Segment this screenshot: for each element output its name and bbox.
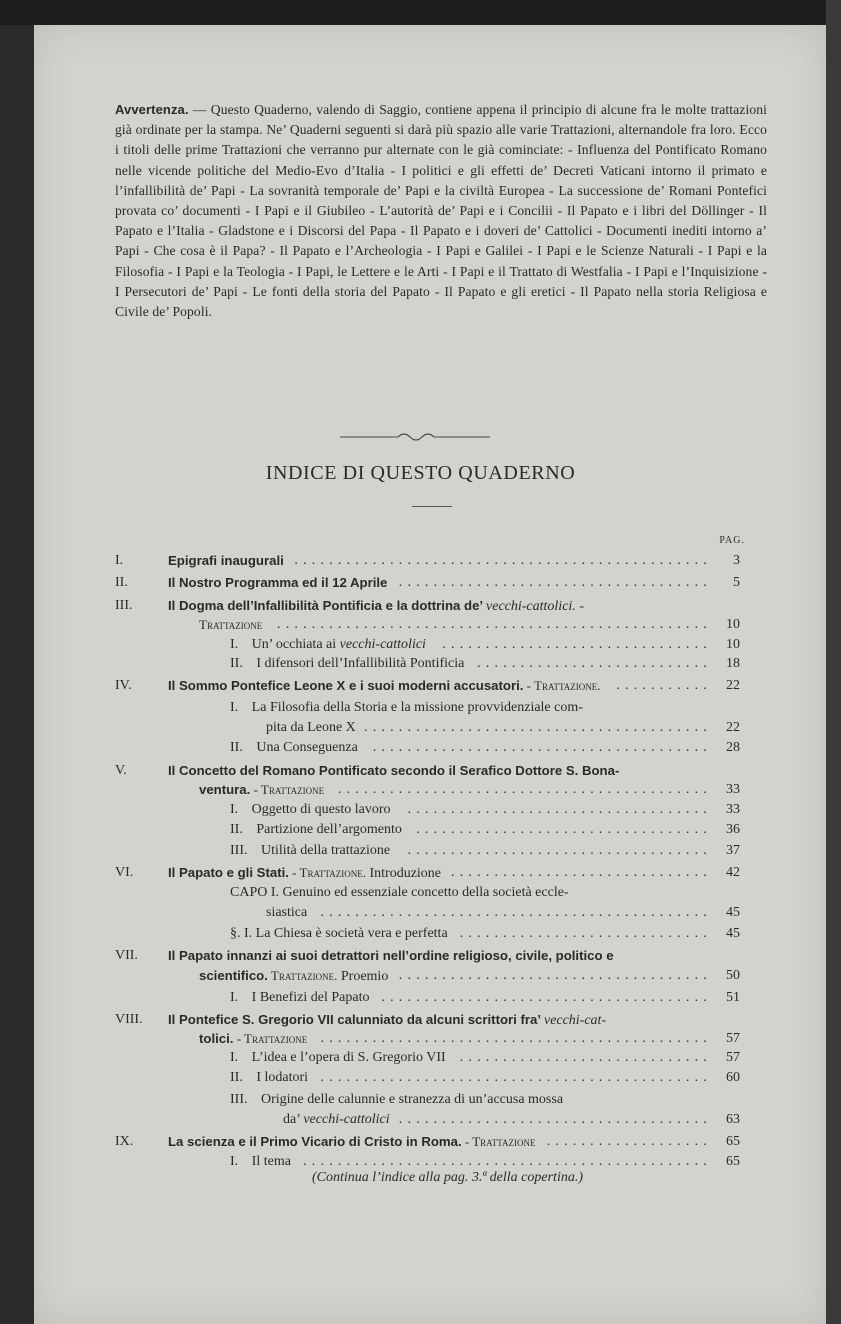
page-number: 60 [726, 1070, 740, 1085]
index-row-title [168, 553, 284, 570]
page-number: 22 [726, 720, 740, 735]
leader-dots: .................................................. [277, 617, 712, 632]
page-number: 42 [726, 865, 740, 880]
subsection-number: II. [230, 656, 247, 671]
entry-text: Introduzione [365, 866, 442, 881]
avvertenza-paragraph [115, 100, 767, 322]
leader-dots: .................................. [416, 822, 712, 837]
index-row-title [199, 968, 388, 985]
index-row [0, 948, 841, 968]
index-row [0, 843, 841, 863]
continuation: tolici. [199, 1031, 234, 1046]
leader-dots: .................................... [398, 575, 712, 590]
index-row-title [230, 843, 390, 859]
index-row-title [230, 802, 390, 818]
continuation: scientifico. [199, 968, 268, 983]
page-number: 50 [726, 968, 740, 983]
index-row [0, 1092, 841, 1112]
page-number: 10 [726, 617, 740, 632]
page-number: 3 [733, 553, 740, 568]
index-row-title [266, 720, 356, 736]
continuation: Trattazione [199, 617, 263, 632]
index-row [0, 1031, 841, 1051]
main-title: Il Pontefice S. Gregorio VII calunniato da alcuni scrittori fra’ [168, 1012, 544, 1027]
entry-text: Proemio [337, 969, 389, 984]
leader-dots: ................................................ [294, 553, 712, 568]
leader-dots: ............................... [442, 637, 712, 652]
page-number: 65 [726, 1154, 740, 1169]
page-number: 37 [726, 843, 740, 858]
index-row-title [168, 1012, 606, 1029]
page-number: 33 [726, 802, 740, 817]
main-title: Epigrafi inaugurali [168, 553, 284, 568]
index-row-title [230, 990, 369, 1006]
index-row-number: VII. [115, 948, 138, 963]
leader-dots: ........................................ [364, 720, 712, 735]
chapter-title: CAPO I. Genuino ed essenziale concetto della società eccle- [230, 885, 569, 900]
subsection-number: I. [230, 1050, 242, 1065]
index-row [0, 720, 841, 740]
page-number: 63 [726, 1112, 740, 1127]
index-row-title [230, 1050, 446, 1066]
index-row [0, 782, 841, 802]
leader-dots: ............................................. [320, 905, 712, 920]
index-row-title [230, 822, 402, 838]
chapter-title: §. I. La Chiesa è società vera e perfetta [230, 926, 448, 941]
subsection-number: II. [230, 740, 247, 755]
main-title: Il Sommo Pontefice Leone X e i suoi moderni accusatori. [168, 678, 524, 693]
leader-dots: ............................................... [303, 1154, 712, 1169]
subsection-number: I. [230, 1154, 242, 1169]
entry-text: Partizione dell’argomento [256, 822, 402, 837]
index-row [0, 885, 841, 905]
index-row-title [168, 598, 584, 615]
index-row-title [230, 1070, 308, 1086]
entry-text: Origine delle calunnie e stranezza di un’accusa mossa [261, 1092, 564, 1107]
leader-dots: .................................... [398, 1112, 712, 1127]
index-row-number: VIII. [115, 1012, 143, 1027]
leader-dots: .............................. [451, 865, 712, 880]
leader-dots: ........................... [477, 656, 712, 671]
index-row-title [168, 1134, 535, 1151]
page-column-header: PAG. [719, 535, 745, 546]
index-row [0, 1050, 841, 1070]
entry-text: I lodatori [256, 1070, 309, 1085]
subsection-number: III. [230, 1092, 251, 1107]
trattazione-label: - Trattazione [461, 1134, 536, 1149]
index-row-title [283, 1112, 390, 1128]
index-row-number: VI. [115, 865, 134, 880]
index-row-title [230, 926, 448, 942]
index-row-title [168, 763, 619, 780]
entry-text: Una Conseguenza [256, 740, 358, 755]
index-row-title [199, 617, 262, 634]
leader-dots: ....................................... [372, 740, 712, 755]
index-row-title [230, 656, 464, 672]
trattazione-label: - Trattazione. [523, 678, 601, 693]
dash: - [575, 599, 584, 614]
page-number: 10 [726, 637, 740, 652]
leader-dots: ........... [616, 678, 712, 693]
index-title: INDICE DI QUESTO QUADERNO [265, 462, 576, 484]
index-row [0, 926, 841, 946]
main-title: Il Papato e gli Stati. [168, 865, 289, 880]
index-row [0, 598, 841, 618]
italic-term: vecchi-cat- [543, 1013, 607, 1028]
page-number: 36 [726, 822, 740, 837]
entry-text: I Benefizi del Papato [251, 990, 370, 1005]
index-row-number: V. [115, 763, 127, 778]
index-row [0, 990, 841, 1010]
index-row [0, 1012, 841, 1032]
index-row-title [168, 948, 614, 965]
index-row-title [230, 885, 569, 901]
index-row [0, 678, 841, 698]
index-row [0, 740, 841, 760]
index-row-title [230, 740, 358, 756]
page-number: 57 [726, 1031, 740, 1046]
italic-term: vecchi-cattolici [339, 637, 426, 652]
index-row-number: III. [115, 598, 133, 613]
scan-top-edge [0, 0, 841, 25]
subsection-number: I. [230, 802, 242, 817]
avvertenza-text: — Questo Quaderno, valendo di Saggio, contiene appena il principio di alcune fra le molte trattazioni già ordinate per la stampa. Ne’ Quaderni seguenti si darà più spazio alle varie Trattazioni, alternandole fra loro. Ecco i titoli delle prime Trattazioni che verranno pur alternate con le già cominciate: - Influenza del Pontificato Romano nelle vicende politiche del Medio-Evo d’Italia - I politici e gli effetti de’ Decreti Vaticani intorno il primato e l’infallibilità de’ Papi - La sovranità temporale de’ Papi e la civiltà Europea - La successione de’ Romani Pontefici provata co’ documenti - I Papi e il Giubileo - L’autorità de’ Papi e i Concilii - Il Papato e i libri del Döllinger - Il Papato e l’Italia - Gladstone e i Discorsi del Papa - Il Papato e i doveri de’ Cattolici - Documenti inediti intorno a’ Papi - Che cosa è il Papa? - Il Papato e l’Archeologia - I Papi e Galilei - I Papi e le Scienze Naturali - I Papi e la Filosofia - I Papi e la Teologia - I Papi, le Lettere e le Arti - I Papi e il Trattato di Westfalia - I Papi e l’Inquisizione - I Persecutori de’ Papi - Le fonti della storia del Papato - Il Papato e gli eretici - Il Papato nella storia Religiosa e Civile de’ Popoli. [115, 102, 767, 320]
leader-dots: ............................. [459, 926, 712, 941]
main-title: Il Dogma dell’Infallibilità Pontificia e la dottrina de’ [168, 598, 487, 613]
entry-text: La Filosofia della Storia e la missione provvidenziale com- [251, 700, 583, 715]
trattazione-label: - Trattazione [250, 782, 325, 797]
main-title: Il Nostro Programma ed il 12 Aprile [168, 575, 388, 590]
italic-term: vecchi-cattolici. [486, 599, 576, 614]
continuation: siastica [266, 905, 308, 920]
index-row-title [230, 1154, 291, 1170]
index-row [0, 656, 841, 676]
index-row [0, 700, 841, 720]
continuation: da’ [283, 1112, 304, 1127]
index-row-number: IX. [115, 1134, 134, 1149]
leader-dots: ................................... [407, 843, 712, 858]
entry-text: L’idea e l’opera di S. Gregorio VII [251, 1050, 446, 1065]
index-row [0, 1070, 841, 1090]
trattazione-label: - Trattazione. [288, 865, 366, 880]
page-number: 5 [733, 575, 740, 590]
leader-dots: ............................................. [320, 1031, 712, 1046]
page-number: 45 [726, 926, 740, 941]
index-row [0, 905, 841, 925]
index-row [0, 617, 841, 637]
entry-text: Oggetto di questo lavoro [251, 802, 391, 817]
leader-dots: ........................................... [337, 782, 712, 797]
index-row-title [266, 905, 307, 921]
leader-dots: ............................. [459, 1050, 712, 1065]
index-row-number: II. [115, 575, 128, 590]
trattazione-label: Trattazione. [267, 968, 338, 983]
page-number: 33 [726, 782, 740, 797]
continuation: pita da Leone X [266, 720, 356, 735]
index-row [0, 802, 841, 822]
index-row [0, 1134, 841, 1154]
index-row [0, 822, 841, 842]
index-row-number: IV. [115, 678, 132, 693]
index-row [0, 1112, 841, 1132]
title-rule [412, 506, 452, 507]
avvertenza-lead: Avvertenza. [115, 102, 189, 117]
subsection-number: II. [230, 1070, 247, 1085]
index-row [0, 968, 841, 988]
entry-text: Un’ occhiata ai [251, 637, 340, 652]
page-number: 57 [726, 1050, 740, 1065]
page-number: 45 [726, 905, 740, 920]
main-title: Il Papato innanzi ai suoi detrattori nell’ordine religioso, civile, politico e [168, 948, 614, 963]
index-row [0, 553, 841, 573]
index-row [0, 637, 841, 657]
leader-dots: .................................... [398, 968, 712, 983]
index-row-title [199, 782, 324, 799]
index-row-title [168, 678, 600, 695]
index-row-title [230, 1092, 563, 1108]
page-number: 51 [726, 990, 740, 1005]
index-row [0, 575, 841, 595]
entry-text: Il tema [251, 1154, 291, 1169]
subsection-number: II. [230, 822, 247, 837]
page-number: 22 [726, 678, 740, 693]
index-row-title [230, 700, 583, 716]
index-row-title [168, 575, 387, 592]
index-row [0, 865, 841, 885]
leader-dots: ................................... [407, 802, 712, 817]
subsection-number: I. [230, 700, 242, 715]
continuation: ventura. [199, 782, 251, 797]
leader-dots: ................... [546, 1134, 712, 1149]
trattazione-label: - Trattazione [233, 1031, 308, 1046]
main-title: Il Concetto del Romano Pontificato secondo il Serafico Dottore S. Bona- [168, 763, 620, 778]
entry-text: Utilità della trattazione [261, 843, 391, 858]
page-number: 18 [726, 656, 740, 671]
index-row-number: I. [115, 553, 124, 568]
leader-dots: ...................................... [381, 990, 712, 1005]
subsection-number: I. [230, 990, 242, 1005]
italic-term: vecchi-cattolici [303, 1112, 390, 1127]
footer-note: (Continua l’indice alla pag. 3.ª della copertina.) [312, 1170, 583, 1185]
subsection-number: III. [230, 843, 251, 858]
index-row [0, 763, 841, 783]
index-row-title [168, 865, 441, 882]
index-row-title [230, 637, 426, 653]
index-row-title [199, 1031, 307, 1048]
entry-text: I difensori dell’Infallibilità Pontificia [256, 656, 465, 671]
page-number: 65 [726, 1134, 740, 1149]
subsection-number: I. [230, 637, 242, 652]
ornament-divider [340, 428, 490, 444]
page-number: 28 [726, 740, 740, 755]
main-title: La scienza e il Primo Vicario di Cristo in Roma. [168, 1134, 462, 1149]
leader-dots: ............................................. [320, 1070, 712, 1085]
